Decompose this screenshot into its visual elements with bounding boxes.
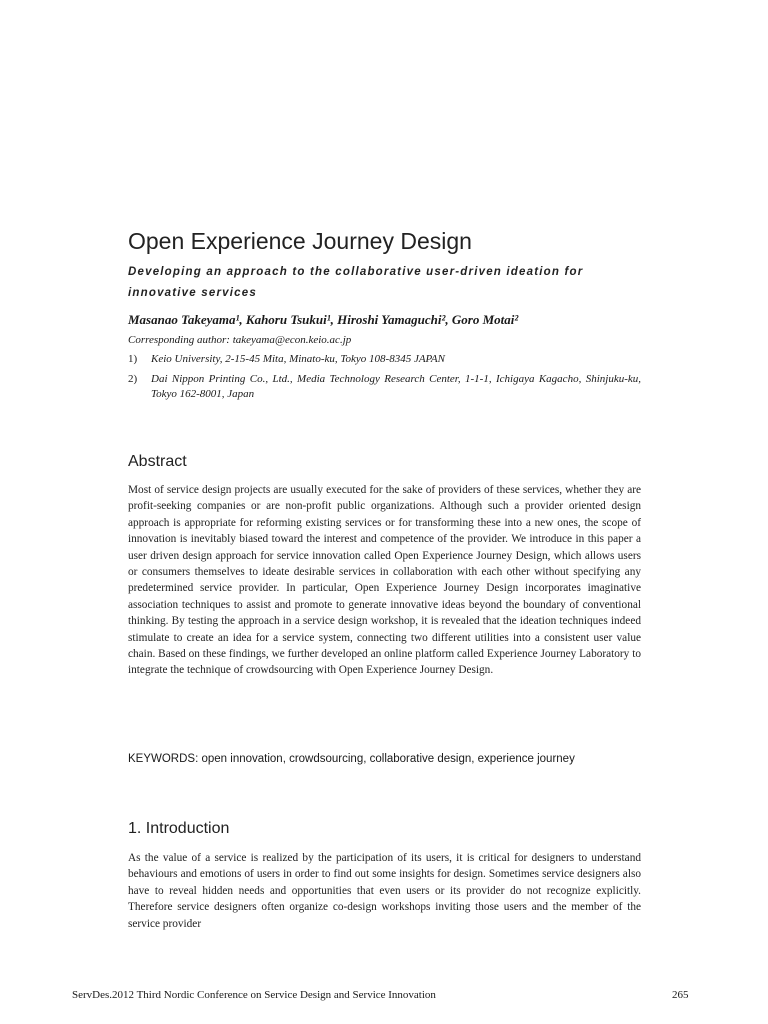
keywords: KEYWORDS: open innovation, crowdsourcing, collaborative design, experience journey bbox=[128, 753, 575, 765]
affiliation-number: 2) bbox=[128, 373, 138, 385]
page-number: 265 bbox=[672, 989, 689, 1001]
affiliation-number: 1) bbox=[128, 353, 138, 365]
introduction-text: As the value of a service is realized by the participation of its users, it is critical for designers to understand behaviours and emotions of users in order to find out some insights for design. Sometimes service designers also have to reveal hidden needs and opportunities that even users or its provider do not recognize explicitly. Therefore service designers often organize co-design workshops inviting those users and the member of the service provider bbox=[128, 852, 641, 930]
abstract-heading: Abstract bbox=[128, 453, 187, 470]
affiliation-text: Dai Nippon Printing Co., Ltd., Media Technology Research Center, 1-1-1, Ichigaya Kagacho, Shinjuku-ku, Tokyo 162-8001, Japan bbox=[151, 373, 641, 400]
paper-title: Open Experience Journey Design bbox=[128, 228, 472, 254]
footer-conference: ServDes.2012 Third Nordic Conference on Service Design and Service Innovation bbox=[72, 989, 436, 1001]
paper-subtitle: Developing an approach to the collaborative user-driven ideation for innovative services bbox=[128, 266, 584, 299]
corresponding-author: Corresponding author: takeyama@econ.keio.ac.jp bbox=[128, 334, 352, 346]
affiliation-list bbox=[128, 352, 641, 407]
affiliation-item bbox=[128, 372, 641, 402]
affiliation-item bbox=[128, 352, 641, 367]
affiliation-text: Keio University, 2-15-45 Mita, Minato-ku, Tokyo 108-8345 JAPAN bbox=[151, 353, 445, 365]
abstract-text: Most of service design projects are usually executed for the sake of providers of these services, whether they are profit-seeking companies or are non-profit public organizations. Although such a provider oriented design approach is appropriate for reforming existing services or for transforming these into a new ones, the scope of innovation is inevitably biased toward the interest and competence of the provider. We introduce in this paper a user driven design approach for service innovation called Open Experience Journey Design, which allows users or consumers themselves to ideate desirable services in collaboration with each other without specifying any predetermined service provider. In particular, Open Experience Journey Design incorporates imaginative association techniques to assist and promote to generate innovative ideas beyond the boundary of conventional thinking. By testing the approach in a service design workshop, it is revealed that the ideation techniques indeed stimulate to create an idea for a service system, connecting two different utilities into a consistent user value chain. Based on these findings, we further developed an online platform called Experience Journey Laboratory to integrate the technique of crowdsourcing with Open Experience Journey Design. bbox=[128, 484, 641, 677]
author-list: Masanao Takeyama¹, Kahoru Tsukui¹, Hiroshi Yamaguchi², Goro Motai² bbox=[128, 312, 519, 327]
introduction-heading: 1. Introduction bbox=[128, 820, 230, 837]
